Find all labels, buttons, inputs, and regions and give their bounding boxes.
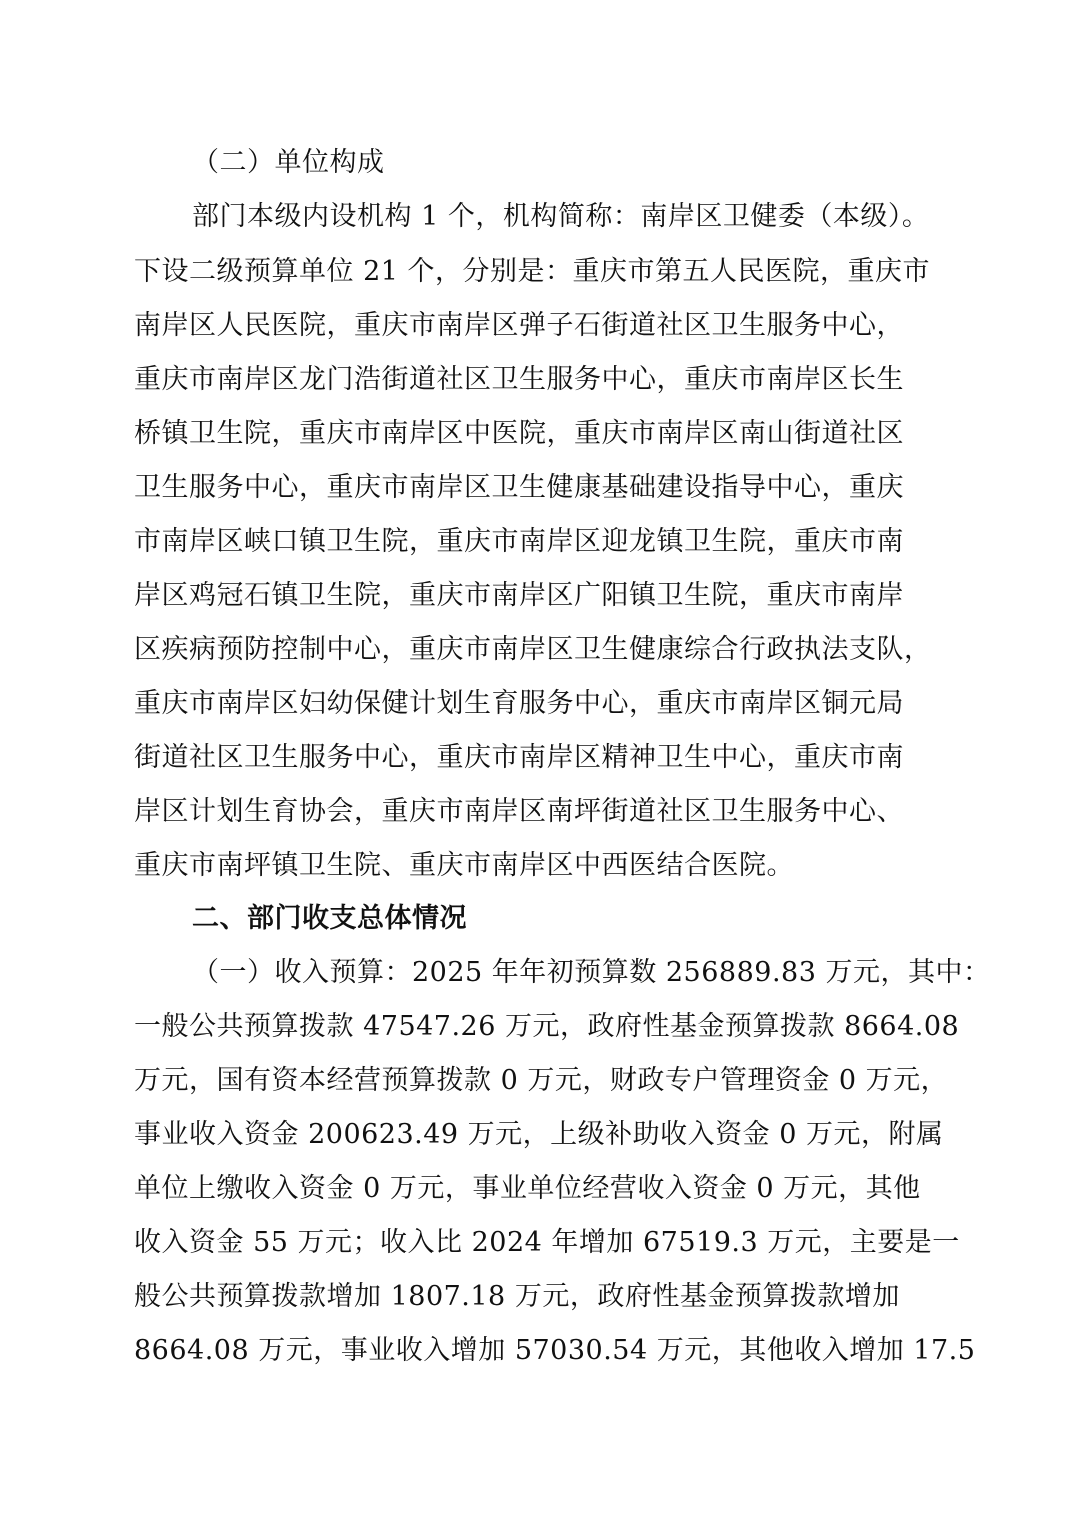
paragraph-line: 南岸区人民医院，重庆市南岸区弹子石街道社区卫生服务中心， xyxy=(134,310,904,341)
paragraph-line: （一）收入预算：2025 年年初预算数 256889.83 万元，其中： xyxy=(192,957,991,988)
paragraph-line: 8664.08 万元，事业收入增加 57030.54 万元，其他收入增加 17.5 xyxy=(134,1335,976,1366)
paragraph-line: 单位上缴收入资金 0 万元，事业单位经营收入资金 0 万元，其他 xyxy=(134,1173,921,1204)
paragraph-line: 般公共预算拨款增加 1807.18 万元，政府性基金预算拨款增加 xyxy=(134,1281,900,1312)
paragraph-line: 事业收入资金 200623.49 万元，上级补助收入资金 0 万元，附属 xyxy=(134,1119,944,1150)
paragraph-line: 下设二级预算单位 21 个，分别是：重庆市第五人民医院，重庆市 xyxy=(134,256,931,287)
paragraph-line: 岸区计划生育协会，重庆市南岸区南坪街道社区卫生服务中心、 xyxy=(134,796,904,827)
section-heading-budget-overview: 二、部门收支总体情况 xyxy=(192,903,467,934)
paragraph-line: 桥镇卫生院，重庆市南岸区中医院，重庆市南岸区南山街道社区 xyxy=(134,418,904,449)
paragraph-line: 一般公共预算拨款 47547.26 万元，政府性基金预算拨款 8664.08 xyxy=(134,1011,960,1042)
paragraph-line: 重庆市南岸区龙门浩街道社区卫生服务中心，重庆市南岸区长生 xyxy=(134,364,904,395)
paragraph-line: 部门本级内设机构 1 个，机构简称：南岸区卫健委（本级）。 xyxy=(192,201,930,232)
paragraph-line: 岸区鸡冠石镇卫生院，重庆市南岸区广阳镇卫生院，重庆市南岸 xyxy=(134,580,904,611)
paragraph-line: 区疾病预防控制中心，重庆市南岸区卫生健康综合行政执法支队， xyxy=(134,634,932,665)
paragraph-line: 街道社区卫生服务中心，重庆市南岸区精神卫生中心，重庆市南 xyxy=(134,742,904,773)
section-heading-unit-composition: （二）单位构成 xyxy=(192,147,385,178)
paragraph-line: 卫生服务中心，重庆市南岸区卫生健康基础建设指导中心，重庆 xyxy=(134,472,904,503)
paragraph-line: 收入资金 55 万元；收入比 2024 年增加 67519.3 万元，主要是一 xyxy=(134,1227,960,1258)
paragraph-line: 重庆市南岸区妇幼保健计划生育服务中心，重庆市南岸区铜元局 xyxy=(134,688,904,719)
paragraph-line: 重庆市南坪镇卫生院、重庆市南岸区中西医结合医院。 xyxy=(134,850,794,881)
paragraph-line: 市南岸区峡口镇卫生院，重庆市南岸区迎龙镇卫生院，重庆市南 xyxy=(134,526,904,557)
paragraph-line: 万元，国有资本经营预算拨款 0 万元，财政专户管理资金 0 万元， xyxy=(134,1065,949,1096)
